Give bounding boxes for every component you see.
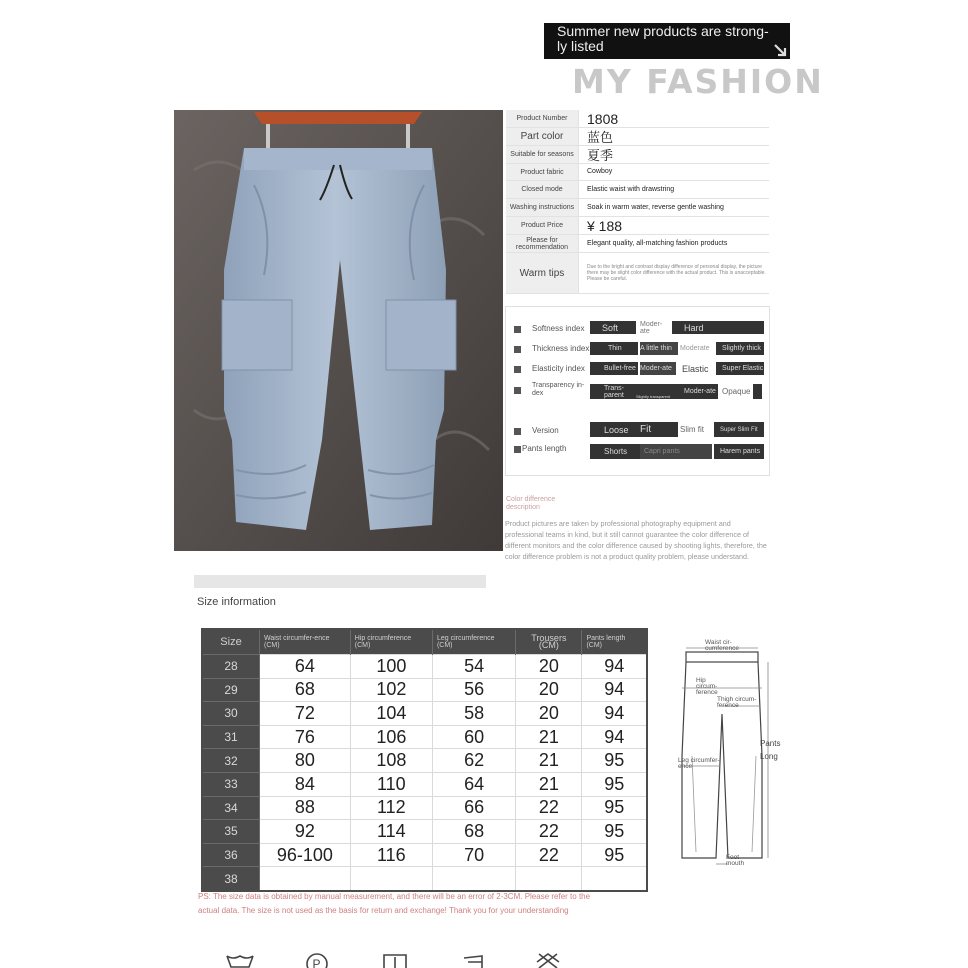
measurement-cell: 94 [582, 678, 647, 702]
info-row [506, 235, 769, 253]
transparency-option-moderate: Moder-ate [680, 384, 718, 399]
measurement-cell: 66 [432, 796, 515, 820]
hand-wash-icon [225, 952, 255, 968]
elasticity-label: Elasticity index [532, 364, 585, 373]
measurement-cell: 104 [350, 702, 432, 726]
diagram-thigh-label: Thigh circum-ference [717, 696, 757, 709]
measurement-cell: 96-100 [260, 843, 351, 867]
diagram-foot-label: Foot mouth [726, 854, 745, 867]
info-label: Please for recommendation [506, 235, 579, 252]
measurement-cell [350, 867, 432, 891]
version-option-loose: Loose [590, 422, 636, 437]
measurement-cell: 92 [260, 820, 351, 844]
info-value: Elegant quality, all-matching fashion products [587, 239, 728, 247]
version-option-super-slim-fit: Super Slim Fit [714, 422, 764, 437]
measurement-cell: 72 [260, 702, 351, 726]
size-cell: 34 [202, 796, 260, 820]
measurement-cell: 95 [582, 749, 647, 773]
measurement-cell: 22 [516, 820, 582, 844]
info-value: Cowboy [587, 168, 613, 175]
table-row [202, 702, 647, 726]
diagram-long-label: Long [760, 752, 778, 761]
measurement-cell: 108 [350, 749, 432, 773]
measurement-cell: 95 [582, 820, 647, 844]
measurement-cell: 70 [432, 843, 515, 867]
length-option-shorts: Shorts [590, 444, 640, 459]
measurement-cell: 62 [432, 749, 515, 773]
do-not-bleach-icon [533, 952, 563, 968]
measurement-cell: 68 [432, 820, 515, 844]
banner-line-1: Summer new products are strong- [557, 23, 769, 39]
info-label: Product Number [506, 110, 579, 127]
measurement-cell: 94 [582, 655, 647, 679]
size-table-header-cell: Leg circumference (CM) [432, 629, 515, 655]
fabric-index-panel [505, 306, 770, 476]
measurement-cell: 56 [432, 678, 515, 702]
size-cell: 30 [202, 702, 260, 726]
no-tumble-dry-icon [380, 952, 410, 968]
info-label: Suitable for seasons [506, 146, 579, 163]
size-info-title: Size information [197, 596, 276, 608]
bullet-icon [514, 446, 521, 453]
diagram-leg-label: Leg circumfer-ence [678, 757, 720, 770]
info-label: Product Price [506, 217, 579, 234]
size-cell: 31 [202, 725, 260, 749]
info-value: 蓝色 [587, 130, 614, 145]
size-table [201, 628, 648, 892]
transparency-option-transparent: Trans-parent [590, 384, 636, 399]
size-cell: 36 [202, 843, 260, 867]
banner-line-2: ly listed [557, 38, 604, 54]
measurement-cell: 54 [432, 655, 515, 679]
measurement-cell: 84 [260, 772, 351, 796]
bullet-icon [514, 326, 521, 333]
dry-clean-p-icon [302, 952, 332, 968]
info-value: 夏季 [587, 148, 614, 163]
measurement-cell: 80 [260, 749, 351, 773]
measurement-cell: 100 [350, 655, 432, 679]
diagram-hip-label: Hip circum-ference [696, 677, 718, 696]
product-info-table [506, 110, 769, 294]
svg-text:P: P [312, 957, 321, 968]
length-option-capri: Capri pants [640, 444, 712, 459]
size-table-header [202, 629, 647, 655]
brand-title: MY FASHION [572, 62, 824, 101]
transparency-label: Transparency in-dex [532, 382, 585, 397]
softness-option-hard: Hard [672, 321, 764, 334]
transparency-option-opaque: Opaque [718, 384, 752, 399]
measurement-cell: 106 [350, 725, 432, 749]
softness-option-soft: Soft [590, 321, 636, 334]
info-row [506, 110, 769, 128]
info-value: Due to the bright and contrast display difference of personal display, the picture there may be slight color difference with the actual product. This is unacceptable. Please be careful. [587, 264, 766, 282]
version-option-slim-fit: Slim fit [680, 422, 712, 437]
elasticity-option-elastic: Elastic [678, 362, 714, 375]
measurement-cell: 64 [260, 655, 351, 679]
size-table-header-cell: Trousers (CM) [516, 629, 582, 655]
bullet-icon [514, 428, 521, 435]
table-row [202, 820, 647, 844]
arrow-down-right-icon [772, 42, 788, 58]
info-row [506, 199, 769, 217]
info-label: Part color [506, 128, 579, 145]
promo-banner [544, 23, 790, 59]
info-label: Warm tips [506, 253, 579, 293]
measurement-cell: 20 [516, 678, 582, 702]
table-row [202, 772, 647, 796]
diagram-waist-label: Waist cir-cumference [705, 639, 739, 652]
measurement-cell: 95 [582, 843, 647, 867]
thickness-option-little-thin: A little thin [640, 342, 678, 355]
elasticity-option-bullet-free: Bullet-free [590, 362, 638, 375]
elasticity-option-super-elastic: Super Elastic [716, 362, 764, 375]
measurement-cell: 94 [582, 725, 647, 749]
measurement-cell: 58 [432, 702, 515, 726]
product-photo [174, 110, 503, 551]
size-cell: 29 [202, 678, 260, 702]
color-diff-title: Color difference description [506, 496, 556, 511]
size-disclaimer: PS: The size data is obtained by manual measurement, and there will be an error of 2-3CM. Please refer to the actual data. The size is not used as the basis for return and exchange! Thank you for your understanding [198, 892, 591, 915]
length-option-harem: Harem pants [714, 444, 764, 459]
measurement-cell: 112 [350, 796, 432, 820]
info-row [506, 253, 769, 294]
info-label: Product fabric [506, 164, 579, 180]
size-cell: 32 [202, 749, 260, 773]
info-row [506, 146, 769, 164]
info-row [506, 181, 769, 199]
info-row [506, 164, 769, 181]
table-row [202, 867, 647, 891]
bullet-icon [514, 387, 521, 394]
measurement-cell: 94 [582, 702, 647, 726]
measurement-cell: 22 [516, 843, 582, 867]
table-row [202, 749, 647, 773]
info-row [506, 217, 769, 235]
measurement-cell [260, 867, 351, 891]
measurement-cell: 88 [260, 796, 351, 820]
size-table-header-cell: Waist circumfer-ence (CM) [260, 629, 351, 655]
measurement-cell: 110 [350, 772, 432, 796]
transparency-bar-end [753, 384, 762, 399]
info-label: Washing instructions [506, 199, 579, 216]
measurement-cell: 60 [432, 725, 515, 749]
thickness-label: Thickness index [532, 344, 590, 353]
measurement-cell: 102 [350, 678, 432, 702]
measurement-cell: 21 [516, 725, 582, 749]
info-value: 1808 [587, 110, 619, 127]
pants-length-label: Pants length [522, 444, 567, 453]
thickness-option-thin: Thin [590, 342, 638, 355]
color-diff-body: Product pictures are taken by professional photography equipment and professional teams in kind, but it still cannot guarantee the color difference of different monitors and the color difference caused by shooting lights, therefore, the color difference problem is not a product quality problem, please understand. [505, 519, 767, 561]
measurement-cell: 21 [516, 772, 582, 796]
measurement-cell: 20 [516, 655, 582, 679]
bullet-icon [514, 366, 521, 373]
measurement-cell: 116 [350, 843, 432, 867]
table-row [202, 725, 647, 749]
measurement-cell: 64 [432, 772, 515, 796]
transparency-option-slightly: Slightly transparent [636, 384, 680, 399]
measurement-cell: 68 [260, 678, 351, 702]
measurement-cell: 21 [516, 749, 582, 773]
softness-label: Softness index [532, 324, 585, 333]
version-option-fit: Fit [636, 422, 678, 437]
info-value: ¥ 188 [587, 217, 623, 234]
table-row [202, 843, 647, 867]
size-table-header-cell: Pants length (CM) [582, 629, 647, 655]
bullet-icon [514, 346, 521, 353]
size-cell: 38 [202, 867, 260, 891]
size-table-header-cell: Size [202, 629, 260, 655]
thickness-option-moderate: Moderate [680, 342, 716, 355]
size-cell: 35 [202, 820, 260, 844]
measurement-cell: 22 [516, 796, 582, 820]
size-table-header-cell: Hip circumference (CM) [350, 629, 432, 655]
diagram-pants-label: Pants [760, 739, 781, 748]
measurement-cell [516, 867, 582, 891]
info-label: Closed mode [506, 181, 579, 198]
photo-reflection [194, 575, 486, 588]
table-row [202, 678, 647, 702]
version-label: Version [532, 426, 559, 435]
measurement-cell: 95 [582, 796, 647, 820]
info-row [506, 128, 769, 146]
table-row [202, 796, 647, 820]
elasticity-option-moderate: Moder-ate [640, 362, 676, 375]
measurement-cell: 95 [582, 772, 647, 796]
measurement-cell [582, 867, 647, 891]
thickness-option-slightly-thick: Slightly thick [716, 342, 764, 355]
table-row [202, 655, 647, 679]
size-cell: 28 [202, 655, 260, 679]
softness-option-moderate: Moder-ate [640, 321, 670, 334]
measurement-cell [432, 867, 515, 891]
measurement-cell: 76 [260, 725, 351, 749]
info-value: Elastic waist with drawstring [587, 185, 675, 193]
size-cell: 33 [202, 772, 260, 796]
iron-icon [458, 952, 488, 968]
measurement-cell: 114 [350, 820, 432, 844]
measurement-cell: 20 [516, 702, 582, 726]
info-value: Soak in warm water, reverse gentle washing [587, 203, 724, 211]
